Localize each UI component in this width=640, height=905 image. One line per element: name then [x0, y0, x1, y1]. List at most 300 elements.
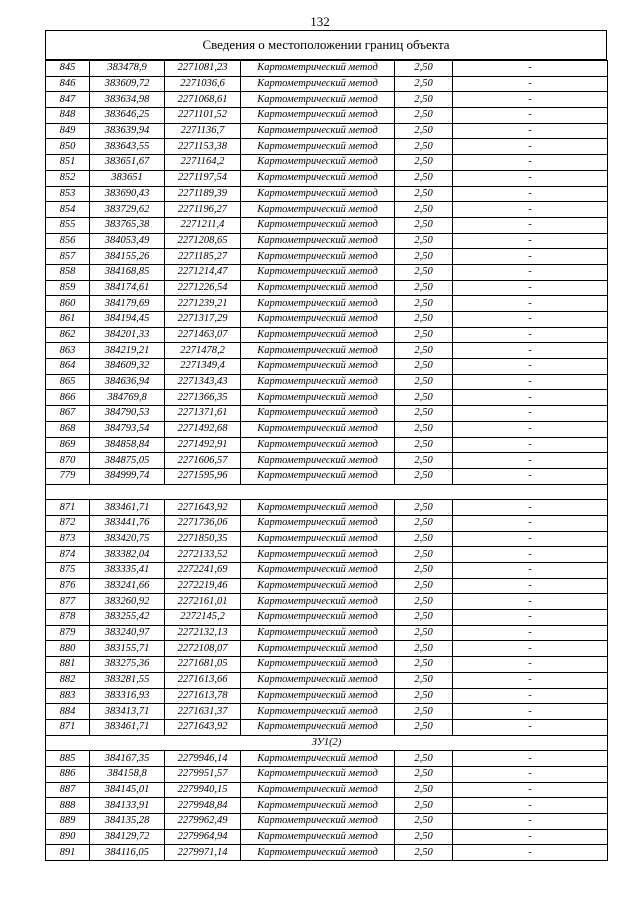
accuracy-cell: 2,50: [395, 782, 453, 798]
description-cell: -: [453, 672, 608, 688]
point-number-cell: 850: [46, 139, 90, 155]
accuracy-cell: 2,50: [395, 814, 453, 830]
x-coordinate-cell: 383275,36: [90, 657, 165, 673]
x-coordinate-cell: 383241,66: [90, 578, 165, 594]
method-cell: Картометрический метод: [241, 814, 395, 830]
table-row: [46, 374, 608, 390]
method-cell: Картометрический метод: [241, 468, 395, 484]
accuracy-cell: 2,50: [395, 515, 453, 531]
x-coordinate-cell: 383382,04: [90, 547, 165, 563]
x-coordinate-cell: 384219,21: [90, 343, 165, 359]
accuracy-cell: 2,50: [395, 437, 453, 453]
table-row: [46, 704, 608, 720]
y-coordinate-cell: 2271371,61: [165, 406, 241, 422]
point-number-cell: 886: [46, 766, 90, 782]
accuracy-cell: 2,50: [395, 500, 453, 516]
description-cell: -: [453, 61, 608, 77]
method-cell: Картометрический метод: [241, 217, 395, 233]
method-cell: Картометрический метод: [241, 249, 395, 265]
accuracy-cell: 2,50: [395, 719, 453, 735]
method-cell: Картометрический метод: [241, 406, 395, 422]
description-cell: -: [453, 468, 608, 484]
y-coordinate-cell: 2271643,92: [165, 500, 241, 516]
table-row: [46, 625, 608, 641]
y-coordinate-cell: 2279962,49: [165, 814, 241, 830]
method-cell: Картометрический метод: [241, 594, 395, 610]
table-row: [46, 751, 608, 767]
description-cell: -: [453, 76, 608, 92]
description-cell: -: [453, 217, 608, 233]
description-cell: -: [453, 296, 608, 312]
method-cell: Картометрический метод: [241, 202, 395, 218]
method-cell: Картометрический метод: [241, 704, 395, 720]
description-cell: -: [453, 578, 608, 594]
table-row: [46, 766, 608, 782]
accuracy-cell: 2,50: [395, 233, 453, 249]
table-row: [46, 343, 608, 359]
x-coordinate-cell: 383155,71: [90, 641, 165, 657]
description-cell: -: [453, 657, 608, 673]
y-coordinate-cell: 2271492,91: [165, 437, 241, 453]
x-coordinate-cell: 384116,05: [90, 845, 165, 861]
accuracy-cell: 2,50: [395, 688, 453, 704]
x-coordinate-cell: 383260,92: [90, 594, 165, 610]
method-cell: Картометрический метод: [241, 563, 395, 579]
accuracy-cell: 2,50: [395, 202, 453, 218]
description-cell: -: [453, 625, 608, 641]
accuracy-cell: 2,50: [395, 563, 453, 579]
description-cell: -: [453, 264, 608, 280]
y-coordinate-cell: 2271631,37: [165, 704, 241, 720]
y-coordinate-cell: 2272219,46: [165, 578, 241, 594]
method-cell: Картометрический метод: [241, 547, 395, 563]
x-coordinate-cell: 384133,91: [90, 798, 165, 814]
accuracy-cell: 2,50: [395, 280, 453, 296]
description-cell: -: [453, 782, 608, 798]
y-coordinate-cell: 2271492,68: [165, 421, 241, 437]
point-number-cell: 865: [46, 374, 90, 390]
description-cell: -: [453, 766, 608, 782]
x-coordinate-cell: 383690,43: [90, 186, 165, 202]
table-row: [46, 327, 608, 343]
accuracy-cell: 2,50: [395, 374, 453, 390]
y-coordinate-cell: 2271366,35: [165, 390, 241, 406]
method-cell: Картометрический метод: [241, 390, 395, 406]
x-coordinate-cell: 383240,97: [90, 625, 165, 641]
method-cell: Картометрический метод: [241, 139, 395, 155]
table-row: [46, 92, 608, 108]
y-coordinate-cell: 2271164,2: [165, 155, 241, 171]
point-number-cell: 847: [46, 92, 90, 108]
y-coordinate-cell: 2271153,38: [165, 139, 241, 155]
x-coordinate-cell: 383420,75: [90, 531, 165, 547]
accuracy-cell: 2,50: [395, 359, 453, 375]
method-cell: Картометрический метод: [241, 312, 395, 328]
x-coordinate-cell: 383609,72: [90, 76, 165, 92]
accuracy-cell: 2,50: [395, 531, 453, 547]
description-cell: -: [453, 139, 608, 155]
point-number-cell: 859: [46, 280, 90, 296]
table-row: [46, 453, 608, 469]
x-coordinate-cell: 384145,01: [90, 782, 165, 798]
table-row: [46, 672, 608, 688]
x-coordinate-cell: 383478,9: [90, 61, 165, 77]
boundary-table-frame: [45, 30, 607, 861]
point-number-cell: 890: [46, 829, 90, 845]
point-number-cell: 849: [46, 123, 90, 139]
point-number-cell: 779: [46, 468, 90, 484]
table-row: [46, 280, 608, 296]
x-coordinate-cell: 383639,94: [90, 123, 165, 139]
y-coordinate-cell: 2271068,61: [165, 92, 241, 108]
accuracy-cell: 2,50: [395, 578, 453, 594]
table-row: [46, 312, 608, 328]
description-cell: -: [453, 531, 608, 547]
accuracy-cell: 2,50: [395, 453, 453, 469]
point-number-cell: 851: [46, 155, 90, 171]
method-cell: Картометрический метод: [241, 92, 395, 108]
table-row: [46, 264, 608, 280]
point-number-cell: 871: [46, 719, 90, 735]
x-coordinate-cell: 383729,62: [90, 202, 165, 218]
point-number-cell: 848: [46, 108, 90, 124]
table-row: [46, 500, 608, 516]
accuracy-cell: 2,50: [395, 108, 453, 124]
y-coordinate-cell: 2271463,07: [165, 327, 241, 343]
table-row: [46, 359, 608, 375]
accuracy-cell: 2,50: [395, 406, 453, 422]
y-coordinate-cell: 2272108,07: [165, 641, 241, 657]
description-cell: -: [453, 343, 608, 359]
y-coordinate-cell: 2279964,94: [165, 829, 241, 845]
description-cell: -: [453, 155, 608, 171]
table-row: [46, 155, 608, 171]
description-cell: -: [453, 563, 608, 579]
accuracy-cell: 2,50: [395, 139, 453, 155]
table-row: [46, 531, 608, 547]
point-number-cell: 852: [46, 170, 90, 186]
description-cell: -: [453, 610, 608, 626]
x-coordinate-cell: 384168,85: [90, 264, 165, 280]
point-number-cell: 858: [46, 264, 90, 280]
accuracy-cell: 2,50: [395, 751, 453, 767]
x-coordinate-cell: 384201,33: [90, 327, 165, 343]
table-row: [46, 202, 608, 218]
coordinates-table-body: [46, 61, 608, 861]
table-title: Сведения о местоположении границ объекта: [45, 30, 607, 60]
table-row: [46, 798, 608, 814]
table-row: [46, 123, 608, 139]
method-cell: Картометрический метод: [241, 280, 395, 296]
y-coordinate-cell: 2271343,43: [165, 374, 241, 390]
method-cell: Картометрический метод: [241, 155, 395, 171]
x-coordinate-cell: 384174,61: [90, 280, 165, 296]
y-coordinate-cell: 2279971,14: [165, 845, 241, 861]
accuracy-cell: 2,50: [395, 845, 453, 861]
y-coordinate-cell: 2271595,96: [165, 468, 241, 484]
point-number-cell: 855: [46, 217, 90, 233]
description-cell: -: [453, 327, 608, 343]
section-row: [46, 735, 608, 751]
y-coordinate-cell: 2271185,27: [165, 249, 241, 265]
table-row: [46, 563, 608, 579]
description-cell: -: [453, 437, 608, 453]
y-coordinate-cell: 2271136,7: [165, 123, 241, 139]
method-cell: Картометрический метод: [241, 327, 395, 343]
page-number: 132: [310, 14, 330, 29]
table-row: [46, 578, 608, 594]
table-row: [46, 594, 608, 610]
point-number-cell: 845: [46, 61, 90, 77]
table-row: [46, 437, 608, 453]
method-cell: Картометрический метод: [241, 264, 395, 280]
point-number-cell: 862: [46, 327, 90, 343]
description-cell: -: [453, 186, 608, 202]
table-row: [46, 61, 608, 77]
y-coordinate-cell: 2272145,2: [165, 610, 241, 626]
y-coordinate-cell: 2271349,4: [165, 359, 241, 375]
description-cell: -: [453, 845, 608, 861]
y-coordinate-cell: 2279951,57: [165, 766, 241, 782]
x-coordinate-cell: 384793,54: [90, 421, 165, 437]
description-cell: -: [453, 421, 608, 437]
description-cell: -: [453, 233, 608, 249]
x-coordinate-cell: 383441,76: [90, 515, 165, 531]
method-cell: Картометрический метод: [241, 186, 395, 202]
accuracy-cell: 2,50: [395, 766, 453, 782]
x-coordinate-cell: 383646,25: [90, 108, 165, 124]
y-coordinate-cell: 2271081,23: [165, 61, 241, 77]
accuracy-cell: 2,50: [395, 829, 453, 845]
point-number-cell: 878: [46, 610, 90, 626]
x-coordinate-cell: 384179,69: [90, 296, 165, 312]
accuracy-cell: 2,50: [395, 186, 453, 202]
x-coordinate-cell: 384194,45: [90, 312, 165, 328]
accuracy-cell: 2,50: [395, 547, 453, 563]
table-row: [46, 610, 608, 626]
description-cell: -: [453, 202, 608, 218]
section-row: [46, 484, 608, 500]
method-cell: Картометрический метод: [241, 719, 395, 735]
method-cell: Картометрический метод: [241, 751, 395, 767]
method-cell: Картометрический метод: [241, 108, 395, 124]
description-cell: -: [453, 500, 608, 516]
point-number-cell: 872: [46, 515, 90, 531]
y-coordinate-cell: 2272161,01: [165, 594, 241, 610]
x-coordinate-cell: 384155,26: [90, 249, 165, 265]
method-cell: Картометрический метод: [241, 688, 395, 704]
point-number-cell: 884: [46, 704, 90, 720]
method-cell: Картометрический метод: [241, 829, 395, 845]
method-cell: Картометрический метод: [241, 76, 395, 92]
point-number-cell: 887: [46, 782, 90, 798]
accuracy-cell: 2,50: [395, 76, 453, 92]
y-coordinate-cell: 2271101,52: [165, 108, 241, 124]
accuracy-cell: 2,50: [395, 61, 453, 77]
point-number-cell: 874: [46, 547, 90, 563]
accuracy-cell: 2,50: [395, 421, 453, 437]
description-cell: -: [453, 406, 608, 422]
y-coordinate-cell: 2271681,05: [165, 657, 241, 673]
y-coordinate-cell: 2271317,29: [165, 312, 241, 328]
point-number-cell: 854: [46, 202, 90, 218]
table-row: [46, 515, 608, 531]
accuracy-cell: 2,50: [395, 170, 453, 186]
table-row: [46, 186, 608, 202]
table-row: [46, 782, 608, 798]
accuracy-cell: 2,50: [395, 155, 453, 171]
section-label: ЗУ1(2): [46, 735, 608, 751]
accuracy-cell: 2,50: [395, 641, 453, 657]
accuracy-cell: 2,50: [395, 92, 453, 108]
table-row: [46, 814, 608, 830]
x-coordinate-cell: 384636,94: [90, 374, 165, 390]
point-number-cell: 880: [46, 641, 90, 657]
point-number-cell: 871: [46, 500, 90, 516]
point-number-cell: 867: [46, 406, 90, 422]
method-cell: Картометрический метод: [241, 500, 395, 516]
y-coordinate-cell: 2271613,66: [165, 672, 241, 688]
method-cell: Картометрический метод: [241, 625, 395, 641]
x-coordinate-cell: 383765,38: [90, 217, 165, 233]
x-coordinate-cell: 383281,55: [90, 672, 165, 688]
point-number-cell: 888: [46, 798, 90, 814]
y-coordinate-cell: 2271606,57: [165, 453, 241, 469]
accuracy-cell: 2,50: [395, 343, 453, 359]
table-row: [46, 296, 608, 312]
y-coordinate-cell: 2271214,47: [165, 264, 241, 280]
point-number-cell: 863: [46, 343, 90, 359]
method-cell: Картометрический метод: [241, 610, 395, 626]
point-number-cell: 889: [46, 814, 90, 830]
y-coordinate-cell: 2279940,15: [165, 782, 241, 798]
y-coordinate-cell: 2271478,2: [165, 343, 241, 359]
point-number-cell: 891: [46, 845, 90, 861]
description-cell: -: [453, 390, 608, 406]
point-number-cell: 876: [46, 578, 90, 594]
table-row: [46, 845, 608, 861]
table-row: [46, 390, 608, 406]
description-cell: -: [453, 751, 608, 767]
x-coordinate-cell: 384875,05: [90, 453, 165, 469]
y-coordinate-cell: 2271643,92: [165, 719, 241, 735]
point-number-cell: 868: [46, 421, 90, 437]
x-coordinate-cell: 383634,98: [90, 92, 165, 108]
method-cell: Картометрический метод: [241, 798, 395, 814]
description-cell: -: [453, 641, 608, 657]
table-row: [46, 76, 608, 92]
x-coordinate-cell: 383651: [90, 170, 165, 186]
y-coordinate-cell: 2272132,13: [165, 625, 241, 641]
method-cell: Картометрический метод: [241, 123, 395, 139]
description-cell: -: [453, 170, 608, 186]
point-number-cell: 856: [46, 233, 90, 249]
method-cell: Картометрический метод: [241, 515, 395, 531]
x-coordinate-cell: 383413,71: [90, 704, 165, 720]
accuracy-cell: 2,50: [395, 704, 453, 720]
description-cell: -: [453, 108, 608, 124]
x-coordinate-cell: 384999,74: [90, 468, 165, 484]
description-cell: -: [453, 92, 608, 108]
accuracy-cell: 2,50: [395, 296, 453, 312]
accuracy-cell: 2,50: [395, 312, 453, 328]
y-coordinate-cell: 2271850,35: [165, 531, 241, 547]
x-coordinate-cell: 384609,32: [90, 359, 165, 375]
x-coordinate-cell: 383316,93: [90, 688, 165, 704]
y-coordinate-cell: 2271613,78: [165, 688, 241, 704]
method-cell: Картометрический метод: [241, 343, 395, 359]
method-cell: Картометрический метод: [241, 170, 395, 186]
description-cell: -: [453, 798, 608, 814]
method-cell: Картометрический метод: [241, 657, 395, 673]
accuracy-cell: 2,50: [395, 217, 453, 233]
table-row: [46, 108, 608, 124]
x-coordinate-cell: 383651,67: [90, 155, 165, 171]
y-coordinate-cell: 2271736,06: [165, 515, 241, 531]
point-number-cell: 861: [46, 312, 90, 328]
y-coordinate-cell: 2271239,21: [165, 296, 241, 312]
method-cell: Картометрический метод: [241, 578, 395, 594]
y-coordinate-cell: 2279948,84: [165, 798, 241, 814]
y-coordinate-cell: 2271208,65: [165, 233, 241, 249]
accuracy-cell: 2,50: [395, 327, 453, 343]
method-cell: Картометрический метод: [241, 374, 395, 390]
description-cell: -: [453, 594, 608, 610]
coordinates-table: [45, 60, 608, 861]
point-number-cell: 870: [46, 453, 90, 469]
x-coordinate-cell: 383461,71: [90, 500, 165, 516]
table-row: [46, 249, 608, 265]
table-row: [46, 657, 608, 673]
y-coordinate-cell: 2272133,52: [165, 547, 241, 563]
x-coordinate-cell: 383461,71: [90, 719, 165, 735]
y-coordinate-cell: 2279946,14: [165, 751, 241, 767]
method-cell: Картометрический метод: [241, 61, 395, 77]
y-coordinate-cell: 2271189,39: [165, 186, 241, 202]
description-cell: -: [453, 312, 608, 328]
point-number-cell: 857: [46, 249, 90, 265]
method-cell: Картометрический метод: [241, 453, 395, 469]
x-coordinate-cell: 384790,53: [90, 406, 165, 422]
y-coordinate-cell: 2271211,4: [165, 217, 241, 233]
description-cell: -: [453, 359, 608, 375]
point-number-cell: 879: [46, 625, 90, 641]
x-coordinate-cell: 384135,28: [90, 814, 165, 830]
x-coordinate-cell: 384053,49: [90, 233, 165, 249]
description-cell: -: [453, 814, 608, 830]
point-number-cell: 869: [46, 437, 90, 453]
x-coordinate-cell: 384167,35: [90, 751, 165, 767]
method-cell: Картометрический метод: [241, 672, 395, 688]
point-number-cell: 853: [46, 186, 90, 202]
point-number-cell: 881: [46, 657, 90, 673]
description-cell: -: [453, 688, 608, 704]
point-number-cell: 864: [46, 359, 90, 375]
table-row: [46, 139, 608, 155]
x-coordinate-cell: 384858,84: [90, 437, 165, 453]
accuracy-cell: 2,50: [395, 625, 453, 641]
table-row: [46, 468, 608, 484]
y-coordinate-cell: 2271196,27: [165, 202, 241, 218]
description-cell: -: [453, 547, 608, 563]
description-cell: -: [453, 280, 608, 296]
accuracy-cell: 2,50: [395, 390, 453, 406]
y-coordinate-cell: 2272241,69: [165, 563, 241, 579]
accuracy-cell: 2,50: [395, 594, 453, 610]
x-coordinate-cell: 384158,8: [90, 766, 165, 782]
method-cell: Картометрический метод: [241, 233, 395, 249]
method-cell: Картометрический метод: [241, 531, 395, 547]
